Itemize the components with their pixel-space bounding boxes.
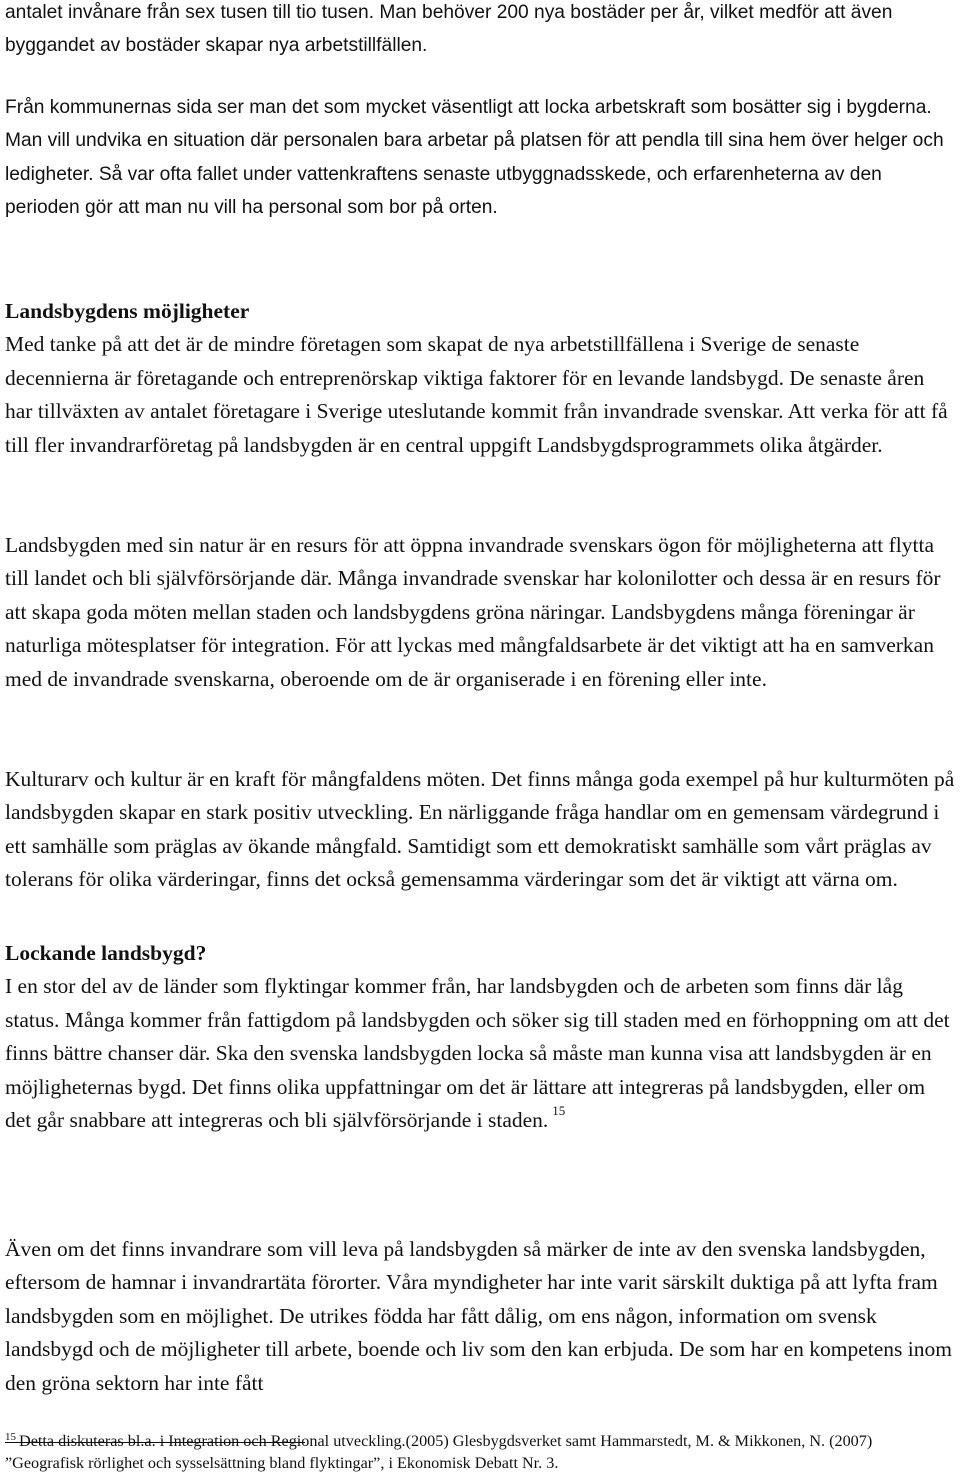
paragraph-arbetskraft: Från kommunernas sida ser man det som mycket väsentligt att locka arbetskraft som bosätter sig i bygderna. Man vill undvika en situation där personalen bara arbetar på platsen för att pendla till sina hem över helger och ledigheter. Så var ofta fallet under vattenkraftens senaste utbyggnadsskede, och erfarenheterna av den perioden gör att man nu vill ha personal som bor på orten. (5, 97, 944, 219)
paragraph-flyktingar-text: I en stor del av de länder som flyktingar kommer från, har landsbygden och de arbeten som finns där låg status. Många kommer från fattigdom på landsbygden och söker sig till staden med en förhoppning om att det finns bättre chanser där. Ska den svenska landsbygden locka så måste man kunna visa att landsbygden är en möjligheternas bygd. Det finns olika uppfattningar om det är lättare att integreras på landsbygden, eller om det går snabbare att integreras och bli självförsörjande i staden. (5, 974, 950, 1133)
section-landsbygdens-mojligheter (5, 295, 955, 462)
paragraph-bostader: antalet invånare från sex tusen till tio tusen. Man behöver 200 nya bostäder per år, vilket medför att även byggandet av bostäder skapar nya arbetstillfällen. (5, 2, 893, 57)
paragraph-kulturarv: Kulturarv och kultur är en kraft för mångfaldens möten. Det finns många goda exempel på hur kulturmöten på landsbygden skapar en stark positiv utveckling. En närliggande fråga handlar om en gemensam värdegrund i ett samhälle som präglas av ökande mångfald. Samtidigt som ett demokratiskt samhälle som vårt präglas av tolerans för olika värderingar, finns det också gemensamma värderingar som det är viktigt att värna om. (5, 767, 955, 892)
footnote (5, 1431, 955, 1474)
footnote-text: Detta diskuteras bl.a. i Integration och Regional utveckling.(2005) Glesbygdsverket samt Hammarstedt, M. & Mikkonen, N. (2007) ”Geografisk rörlighet och sysselsättning bland flyktingar”, i Ekonomisk Debatt Nr. 3. (5, 1432, 873, 1472)
footnote-number: 15 (5, 1431, 16, 1443)
paragraph-natur-resurs: Landsbygden med sin natur är en resurs för att öppna invandrade svenskars ögon för möjligheterna att flytta till landet och bli självförsörjande där. Många invandrade svenskar har kolonilotter och dessa är en resurs för att skapa goda möten mellan staden och landsbygdens gröna näringar. Landsbygdens många föreningar är naturliga mötesplatser för integration. För att lyckas med mångfaldsarbete är det viktigt att ha en samverkan med de invandrade svenskarna, oberoende om de är organiserade i en förening eller inte. (5, 533, 941, 691)
document-page (5, 0, 955, 1474)
heading-lockande-landsbygd: Lockande landsbygd? (5, 941, 207, 965)
section-lockande-landsbygd (5, 937, 955, 1137)
paragraph-flyktingar (5, 970, 955, 1137)
paragraph-invandrare-landsbygd: Även om det finns invandrare som vill leva på landsbygden så märker de inte av den svenska landsbygden, eftersom de hamnar i invandrartäta förorter. Våra myndigheter har inte varit särskilt duktiga på att lyfta fram landsbygden som en möjlighet. De utrikes födda har fått dålig, om ens någon, information om svensk landsbygd och de möjligheter till arbete, boende och liv som den kan erbjuda. De som har en kompetens inom den gröna sektorn har inte fått (5, 1237, 952, 1395)
paragraph-foretagande: Med tanke på att det är de mindre företagen som skapat de nya arbetstillfällena i Sverige de senaste decennierna är företagande och entreprenörskap viktiga faktorer för en levande landsbygd. De senaste åren har tillväxten av antalet företagare i Sverige uteslutande kommit från invandrade svenskar. Att verka för att få till fler invandrarföretag på landsbygden är en central uppgift Landsbygdsprogrammets olika åtgärder. (5, 332, 948, 457)
heading-landsbygdens-mojligheter: Landsbygdens möjligheter (5, 299, 250, 323)
footnote-reference[interactable]: 15 (552, 1103, 566, 1119)
